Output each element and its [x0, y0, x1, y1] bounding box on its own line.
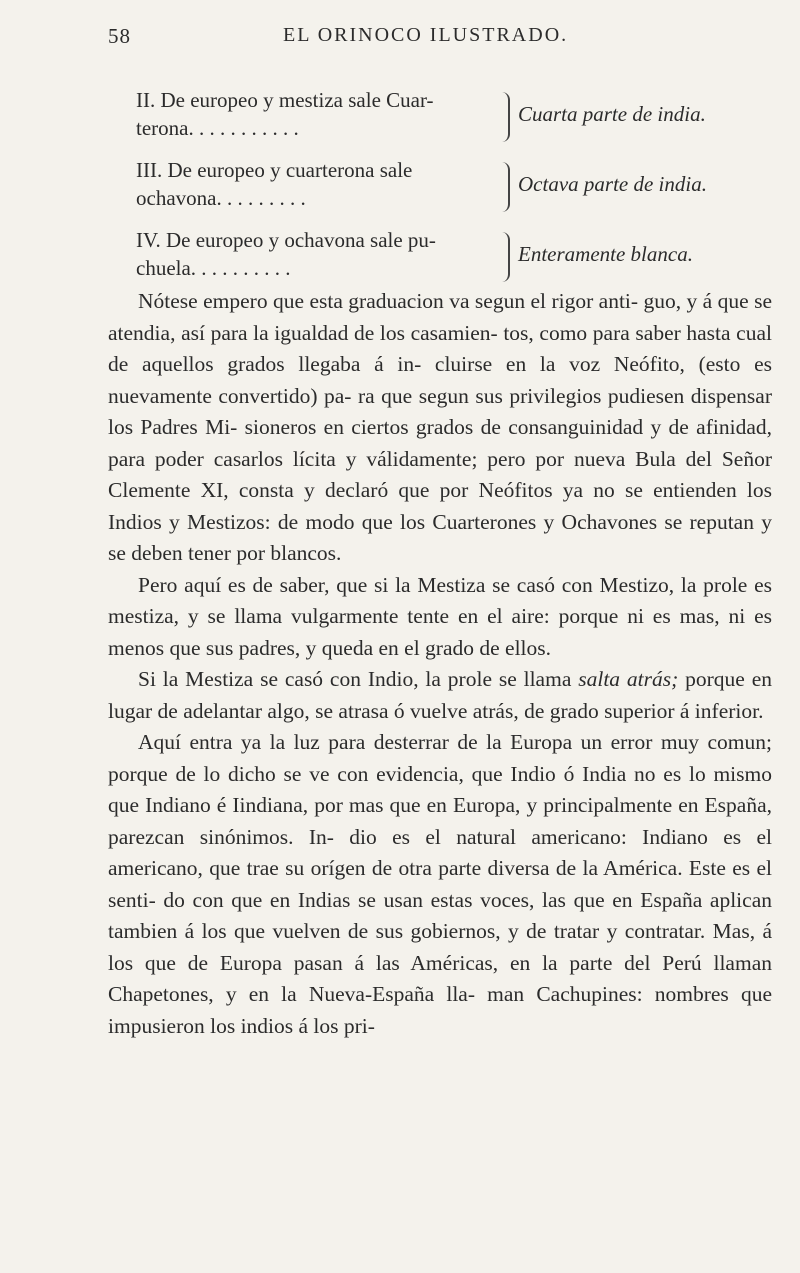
grade-entry — [136, 156, 776, 220]
grade-entry — [136, 86, 776, 150]
page-header — [0, 24, 800, 54]
italic-term: salta atrás; — [578, 667, 679, 691]
grade-entry — [136, 226, 776, 290]
grade-description: II. De europeo y mestiza sale Cuar- terona. . . . . . . . . . . — [136, 88, 434, 140]
paragraph: Pero aquí es de saber, que si la Mestiza se casó con Mestizo, la prole es mestiza, y se llama vulgarmente tente en el aire: porque ni es mas, ni es menos que sus padres, y queda en el grado de ellos. — [108, 572, 772, 660]
brace — [498, 232, 510, 282]
grade-result: Enteramente blanca. — [518, 242, 693, 266]
grade-description: IV. De europeo y ochavona sale pu- chuela. . . . . . . . . . — [136, 228, 436, 280]
grade-result: Cuarta parte de india. — [518, 102, 706, 126]
grades-list — [136, 86, 776, 296]
paragraph: Aquí entra ya la luz para desterrar de la Europa un error muy comun; porque de lo dicho se ve con evidencia, que Indio ó India no es lo mismo que Indiano é Iindiana, por mas que en Europa, y principalmente en España, parezcan sinónimos. In- dio es el natural americano: Indiano es el americano, que trae su orígen de otra parte diversa de la América. Este es el senti- do con que en Indias se usan estas voces, las que en España aplican tambien á los que vuelven de sus gobiernos, y de tratar y contratar. Mas, á los que de Europa pasan á las Américas, en la parte del Perú llaman Chapetones, y en la Nueva-España lla- man Cachupines: nombres que impusieron los indios á los pri- — [108, 730, 772, 1038]
running-head: EL ORINOCO ILUSTRADO. — [283, 24, 569, 46]
brace — [498, 92, 510, 142]
brace — [498, 162, 510, 212]
paragraph: Nótese empero que esta graduacion va segun el rigor anti- guo, y á que se atendia, así para la igualdad de los casamien- tos, como para saber hasta cual de aquellos grados llegaba á in- cluirse en la voz Neófito, (esto es nuevamente convertido) pa- ra que segun sus privilegios pudiesen dispensar los Padres Mi- sioneros en ciertos grados de consanguinidad y de afinidad, para poder casarlos lícita y válidamente; pero por nueva Bula del Señor Clemente XI, consta y declaró que por Neófitos ya no se entienden los Indios y Mestizos: de modo que los Cuarterones y Ochavones se reputan y se deben tener por blancos. — [108, 289, 772, 565]
page-number: 58 — [108, 24, 131, 48]
grade-result: Octava parte de india. — [518, 172, 707, 196]
body-text — [108, 286, 772, 1042]
grade-description: III. De europeo y cuarterona sale ochavona. . . . . . . . . — [136, 158, 413, 210]
paragraph: Si la Mestiza se casó con Indio, la prole se llama salta atrás; porque en lugar de adelantar algo, se atrasa ó vuelve atrás, de grado superior á inferior. — [108, 667, 772, 723]
